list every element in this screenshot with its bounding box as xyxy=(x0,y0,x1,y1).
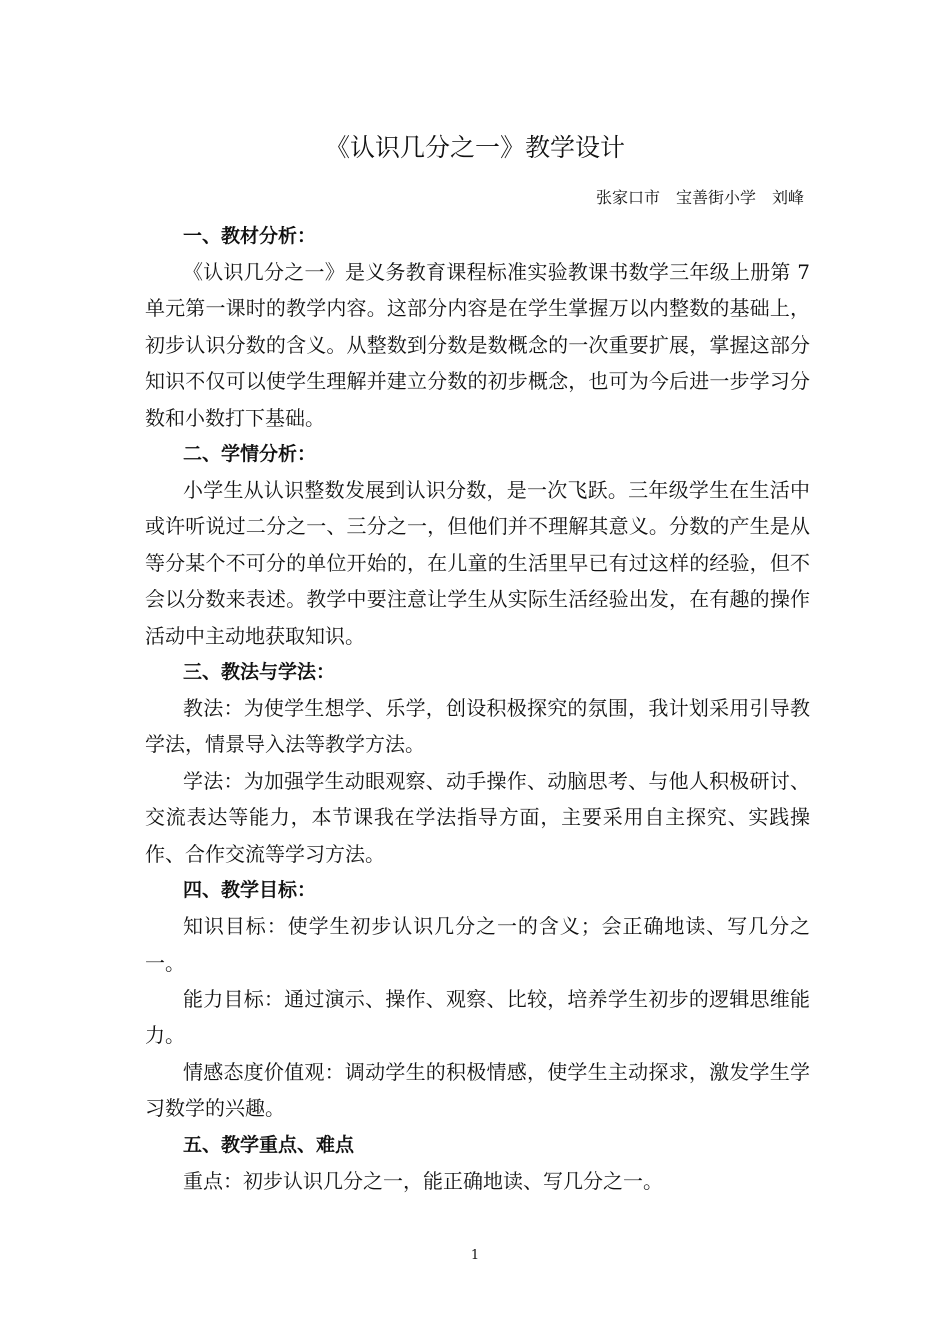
paragraph: 小学生从认识整数发展到认识分数，是一次飞跃。三年级学生在生活中或许听说过二分之一、三分之一，但他们并不理解其意义。分数的产生是从等分某个不可分的单位开始的，在儿童的生活里早已有过这样的经验，但不会以分数来表述。教学中要注意让学生从实际生活经验出发，在有趣的操作活动中主动地获取知识。 xyxy=(145,478,810,648)
section-student-analysis xyxy=(145,436,810,654)
section-textbook-analysis xyxy=(145,218,810,436)
document-title: 《认识几分之一》教学设计 xyxy=(324,133,625,162)
section-heading: 二、学情分析： xyxy=(183,443,317,466)
section-heading: 四、教学目标： xyxy=(183,879,317,902)
paragraph: 学法：为加强学生动眼观察、动手操作、动脑思考、与他人积极研讨、交流表达等能力，本节课我在学法指导方面，主要采用自主探究、实践操作、合作交流等学习方法。 xyxy=(145,768,810,866)
section-teaching-methods xyxy=(145,654,810,872)
paragraph: 情感态度价值观：调动学生的积极情感，使学生主动探求，激发学生学习数学的兴趣。 xyxy=(145,1059,810,1121)
section-teaching-goals xyxy=(145,872,810,1126)
paragraph: 教法：为使学生想学、乐学，创设积极探究的氛围，我计划采用引导教学法，情景导入法等教学方法。 xyxy=(145,696,810,757)
section-heading: 一、教材分析： xyxy=(183,225,317,247)
paragraph: 《认识几分之一》是义务教育课程标准实验教课书数学三年级上册第 7 单元第一课时的教学内容。这部分内容是在学生掌握万以内整数的基础上，初步认识分数的含义。从整数到分数是数概念的一次重要扩展，掌握这部分知识不仅可以使学生理解并建立分数的初步概念，也可为今后进一步学习分数和小数打下基础。 xyxy=(145,260,810,430)
section-heading: 五、教学重点、难点 xyxy=(183,1133,355,1156)
author-line: 张家口市 宝善街小学 刘峰 xyxy=(595,188,804,207)
section-key-points xyxy=(145,1127,810,1199)
document-body xyxy=(145,218,810,1199)
paragraph: 重点：初步认识几分之一，能正确地读、写几分之一。 xyxy=(183,1168,663,1193)
page-number: 1 xyxy=(470,1248,480,1263)
paragraph: 能力目标：通过演示、操作、观察、比较，培养学生初步的逻辑思维能力。 xyxy=(145,986,810,1048)
paragraph: 知识目标：使学生初步认识几分之一的含义；会正确地读、写几分之一。 xyxy=(145,914,810,975)
section-heading: 三、教法与学法： xyxy=(183,661,336,684)
